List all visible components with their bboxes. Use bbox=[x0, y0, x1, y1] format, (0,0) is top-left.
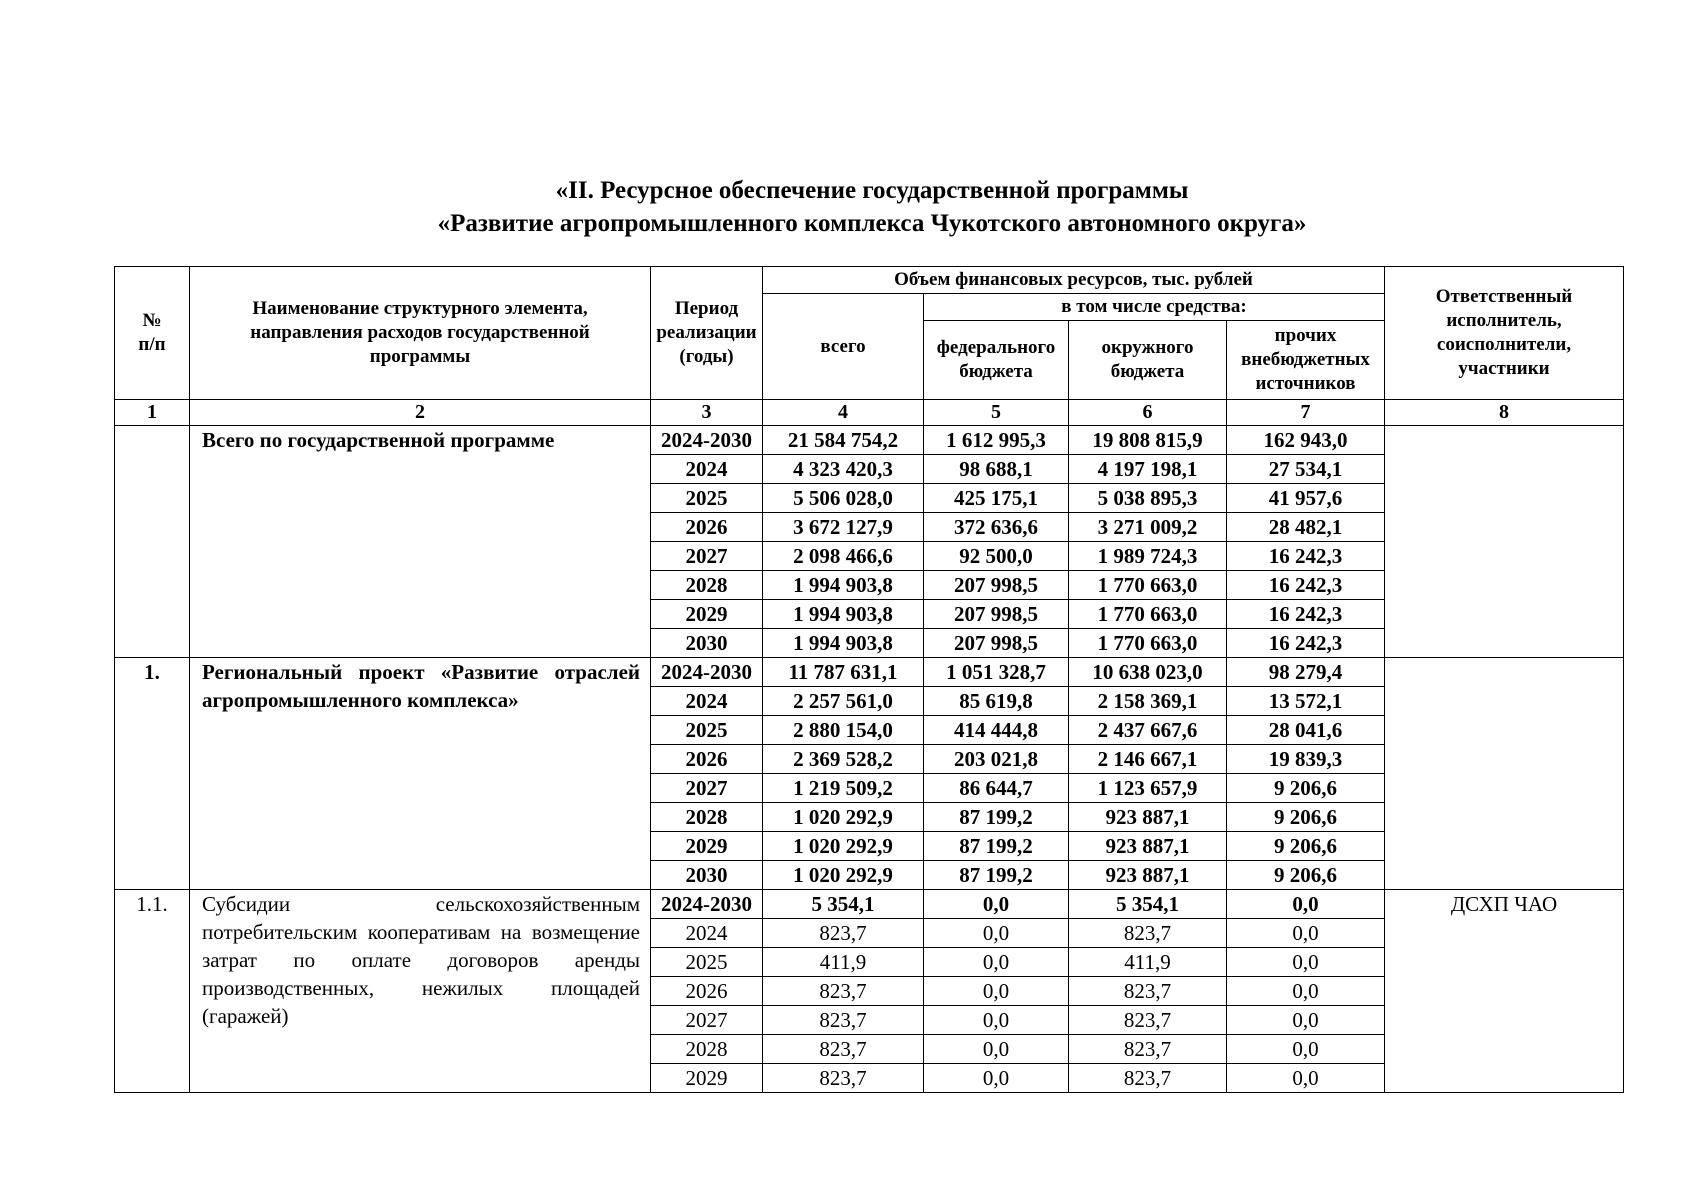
title-line-1: «II. Ресурсное обеспечение государственной программы bbox=[555, 177, 1189, 204]
other-cell: 28 041,6 bbox=[1227, 716, 1385, 745]
column-number: 8 bbox=[1385, 400, 1624, 426]
other-cell: 0,0 bbox=[1227, 1006, 1385, 1035]
other-cell: 0,0 bbox=[1227, 890, 1385, 919]
district-cell: 823,7 bbox=[1069, 1006, 1227, 1035]
period-cell: 2028 bbox=[651, 1035, 763, 1064]
row-number: 1. bbox=[115, 658, 190, 890]
federal-cell: 207 998,5 bbox=[924, 629, 1069, 658]
district-cell: 1 770 663,0 bbox=[1069, 629, 1227, 658]
district-cell: 2 158 369,1 bbox=[1069, 687, 1227, 716]
other-cell: 41 957,6 bbox=[1227, 484, 1385, 513]
element-name: Региональный проект «Развитие отраслей агропромышленного комплекса» bbox=[190, 658, 651, 890]
period-cell: 2028 bbox=[651, 571, 763, 600]
document-title bbox=[0, 174, 1698, 240]
responsible-executor: ДСХП ЧАО bbox=[1385, 890, 1624, 1093]
total-cell: 21 584 754,2 bbox=[763, 426, 924, 455]
header-total: всего bbox=[763, 294, 924, 400]
other-cell: 27 534,1 bbox=[1227, 455, 1385, 484]
other-cell: 16 242,3 bbox=[1227, 629, 1385, 658]
header-including: в том числе средства: bbox=[924, 294, 1385, 321]
district-cell: 923 887,1 bbox=[1069, 803, 1227, 832]
federal-cell: 87 199,2 bbox=[924, 832, 1069, 861]
federal-cell: 0,0 bbox=[924, 977, 1069, 1006]
period-cell: 2029 bbox=[651, 832, 763, 861]
column-number: 2 bbox=[190, 400, 651, 426]
other-cell: 0,0 bbox=[1227, 977, 1385, 1006]
district-cell: 923 887,1 bbox=[1069, 861, 1227, 890]
row-number bbox=[115, 426, 190, 658]
federal-cell: 0,0 bbox=[924, 919, 1069, 948]
header-name: Наименование структурного элемента, направления расходов государственной программы bbox=[190, 267, 651, 400]
total-cell: 1 219 509,2 bbox=[763, 774, 924, 803]
federal-cell: 0,0 bbox=[924, 1035, 1069, 1064]
table-row bbox=[115, 426, 1624, 455]
period-cell: 2030 bbox=[651, 629, 763, 658]
federal-cell: 98 688,1 bbox=[924, 455, 1069, 484]
total-cell: 411,9 bbox=[763, 948, 924, 977]
federal-cell: 87 199,2 bbox=[924, 803, 1069, 832]
period-cell: 2025 bbox=[651, 484, 763, 513]
district-cell: 5 038 895,3 bbox=[1069, 484, 1227, 513]
total-cell: 1 994 903,8 bbox=[763, 600, 924, 629]
total-cell: 4 323 420,3 bbox=[763, 455, 924, 484]
federal-cell: 0,0 bbox=[924, 948, 1069, 977]
element-name: Всего по государственной программе bbox=[190, 426, 651, 658]
district-cell: 823,7 bbox=[1069, 1035, 1227, 1064]
federal-cell: 87 199,2 bbox=[924, 861, 1069, 890]
district-cell: 1 770 663,0 bbox=[1069, 571, 1227, 600]
total-cell: 5 354,1 bbox=[763, 890, 924, 919]
other-cell: 19 839,3 bbox=[1227, 745, 1385, 774]
period-cell: 2029 bbox=[651, 1064, 763, 1093]
row-number: 1.1. bbox=[115, 890, 190, 1093]
total-cell: 823,7 bbox=[763, 1064, 924, 1093]
period-cell: 2029 bbox=[651, 600, 763, 629]
period-cell: 2024 bbox=[651, 919, 763, 948]
district-cell: 823,7 bbox=[1069, 1064, 1227, 1093]
other-cell: 9 206,6 bbox=[1227, 861, 1385, 890]
header-period: Период реализации (годы) bbox=[651, 267, 763, 400]
period-cell: 2025 bbox=[651, 716, 763, 745]
federal-cell: 372 636,6 bbox=[924, 513, 1069, 542]
total-cell: 5 506 028,0 bbox=[763, 484, 924, 513]
period-cell: 2027 bbox=[651, 1006, 763, 1035]
column-number: 6 bbox=[1069, 400, 1227, 426]
other-cell: 98 279,4 bbox=[1227, 658, 1385, 687]
total-cell: 2 257 561,0 bbox=[763, 687, 924, 716]
total-cell: 823,7 bbox=[763, 1006, 924, 1035]
resource-table bbox=[114, 266, 1624, 1093]
federal-cell: 207 998,5 bbox=[924, 571, 1069, 600]
table-row bbox=[115, 890, 1624, 919]
header-volume: Объем финансовых ресурсов, тыс. рублей bbox=[763, 267, 1385, 294]
period-cell: 2025 bbox=[651, 948, 763, 977]
total-cell: 823,7 bbox=[763, 977, 924, 1006]
header-federal: федерального бюджета bbox=[924, 321, 1069, 400]
responsible-executor bbox=[1385, 426, 1624, 658]
district-cell: 923 887,1 bbox=[1069, 832, 1227, 861]
other-cell: 0,0 bbox=[1227, 1035, 1385, 1064]
total-cell: 1 020 292,9 bbox=[763, 861, 924, 890]
period-cell: 2024-2030 bbox=[651, 890, 763, 919]
other-cell: 0,0 bbox=[1227, 948, 1385, 977]
federal-cell: 0,0 bbox=[924, 1006, 1069, 1035]
period-cell: 2028 bbox=[651, 803, 763, 832]
district-cell: 5 354,1 bbox=[1069, 890, 1227, 919]
period-cell: 2026 bbox=[651, 745, 763, 774]
federal-cell: 1 612 995,3 bbox=[924, 426, 1069, 455]
district-cell: 10 638 023,0 bbox=[1069, 658, 1227, 687]
other-cell: 9 206,6 bbox=[1227, 774, 1385, 803]
other-cell: 9 206,6 bbox=[1227, 832, 1385, 861]
district-cell: 823,7 bbox=[1069, 919, 1227, 948]
responsible-executor bbox=[1385, 658, 1624, 890]
total-cell: 1 020 292,9 bbox=[763, 832, 924, 861]
column-number: 1 bbox=[115, 400, 190, 426]
other-cell: 28 482,1 bbox=[1227, 513, 1385, 542]
total-cell: 2 098 466,6 bbox=[763, 542, 924, 571]
district-cell: 1 123 657,9 bbox=[1069, 774, 1227, 803]
total-cell: 1 994 903,8 bbox=[763, 571, 924, 600]
other-cell: 0,0 bbox=[1227, 919, 1385, 948]
federal-cell: 86 644,7 bbox=[924, 774, 1069, 803]
federal-cell: 0,0 bbox=[924, 1064, 1069, 1093]
district-cell: 2 146 667,1 bbox=[1069, 745, 1227, 774]
district-cell: 411,9 bbox=[1069, 948, 1227, 977]
total-cell: 3 672 127,9 bbox=[763, 513, 924, 542]
header-responsible: Ответственный исполнитель, соисполнители, участники bbox=[1385, 267, 1624, 400]
total-cell: 823,7 bbox=[763, 919, 924, 948]
federal-cell: 425 175,1 bbox=[924, 484, 1069, 513]
period-cell: 2030 bbox=[651, 861, 763, 890]
period-cell: 2026 bbox=[651, 977, 763, 1006]
header-district: окружного бюджета bbox=[1069, 321, 1227, 400]
header-other: прочих внебюджетных источников bbox=[1227, 321, 1385, 400]
other-cell: 162 943,0 bbox=[1227, 426, 1385, 455]
district-cell: 823,7 bbox=[1069, 977, 1227, 1006]
title-line-2: «Развитие агропромышленного комплекса Чукотского автономного округа» bbox=[437, 210, 1307, 237]
header-num: № п/п bbox=[115, 267, 190, 400]
federal-cell: 0,0 bbox=[924, 890, 1069, 919]
column-numbers-row bbox=[115, 400, 1624, 426]
total-cell: 1 994 903,8 bbox=[763, 629, 924, 658]
other-cell: 16 242,3 bbox=[1227, 571, 1385, 600]
total-cell: 823,7 bbox=[763, 1035, 924, 1064]
federal-cell: 207 998,5 bbox=[924, 600, 1069, 629]
federal-cell: 85 619,8 bbox=[924, 687, 1069, 716]
period-cell: 2024-2030 bbox=[651, 658, 763, 687]
district-cell: 4 197 198,1 bbox=[1069, 455, 1227, 484]
period-cell: 2026 bbox=[651, 513, 763, 542]
other-cell: 16 242,3 bbox=[1227, 542, 1385, 571]
other-cell: 13 572,1 bbox=[1227, 687, 1385, 716]
column-number: 3 bbox=[651, 400, 763, 426]
total-cell: 2 880 154,0 bbox=[763, 716, 924, 745]
district-cell: 19 808 815,9 bbox=[1069, 426, 1227, 455]
period-cell: 2027 bbox=[651, 542, 763, 571]
period-cell: 2024-2030 bbox=[651, 426, 763, 455]
federal-cell: 203 021,8 bbox=[924, 745, 1069, 774]
district-cell: 3 271 009,2 bbox=[1069, 513, 1227, 542]
column-number: 7 bbox=[1227, 400, 1385, 426]
total-cell: 1 020 292,9 bbox=[763, 803, 924, 832]
other-cell: 16 242,3 bbox=[1227, 600, 1385, 629]
total-cell: 2 369 528,2 bbox=[763, 745, 924, 774]
period-cell: 2027 bbox=[651, 774, 763, 803]
district-cell: 2 437 667,6 bbox=[1069, 716, 1227, 745]
table-row bbox=[115, 658, 1624, 687]
federal-cell: 92 500,0 bbox=[924, 542, 1069, 571]
period-cell: 2024 bbox=[651, 687, 763, 716]
total-cell: 11 787 631,1 bbox=[763, 658, 924, 687]
column-number: 4 bbox=[763, 400, 924, 426]
federal-cell: 1 051 328,7 bbox=[924, 658, 1069, 687]
element-name: Субсидии сельскохозяйственным потребительским кооперативам на возмещение затрат по оплате договоров аренды производственных, нежилых площадей (гаражей) bbox=[190, 890, 651, 1093]
period-cell: 2024 bbox=[651, 455, 763, 484]
column-number: 5 bbox=[924, 400, 1069, 426]
district-cell: 1 989 724,3 bbox=[1069, 542, 1227, 571]
federal-cell: 414 444,8 bbox=[924, 716, 1069, 745]
district-cell: 1 770 663,0 bbox=[1069, 600, 1227, 629]
other-cell: 9 206,6 bbox=[1227, 803, 1385, 832]
other-cell: 0,0 bbox=[1227, 1064, 1385, 1093]
